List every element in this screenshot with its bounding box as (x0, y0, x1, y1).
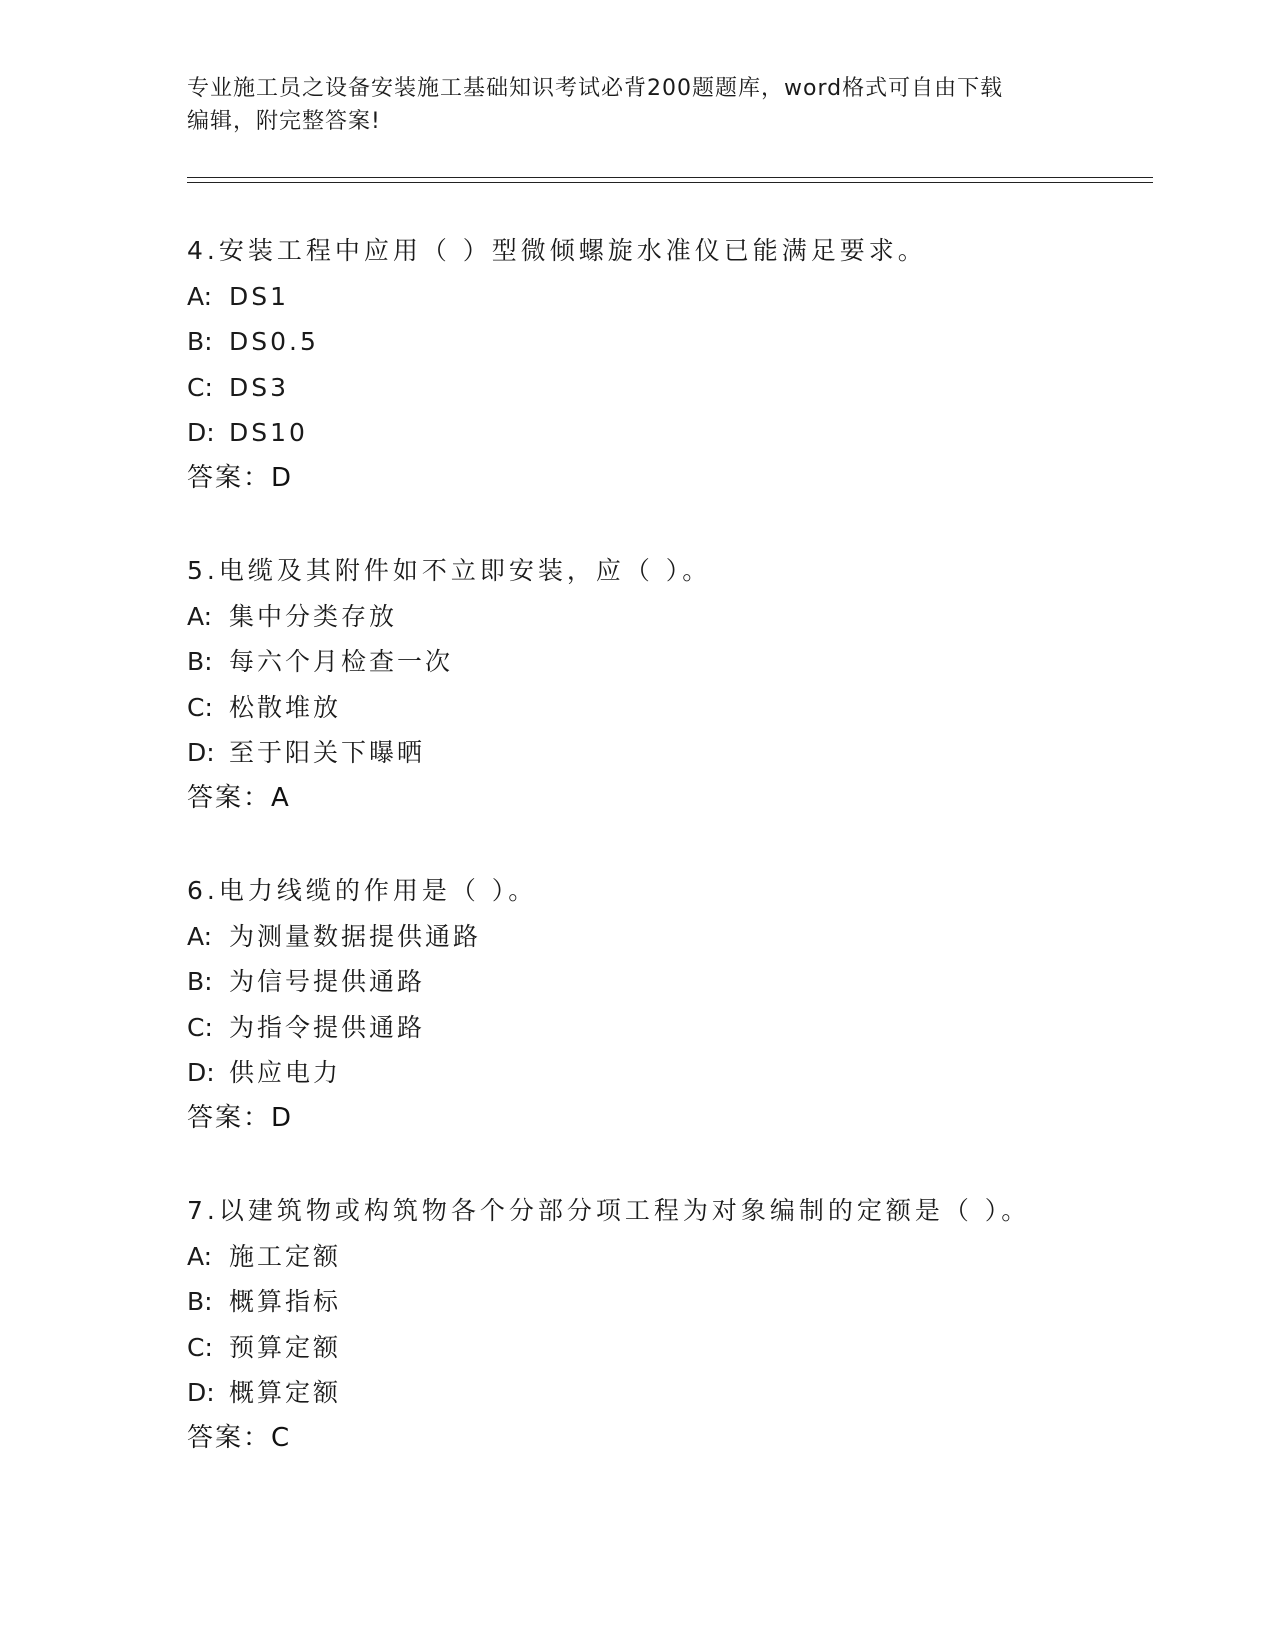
option-a (187, 274, 1167, 320)
option-text: 供应电力 (229, 1058, 342, 1087)
option-b (187, 1279, 1167, 1325)
option-d (187, 410, 1167, 456)
question-block (187, 1188, 1167, 1461)
option-c (187, 365, 1167, 411)
option-letter: A: (187, 921, 213, 951)
option-text: 集中分类存放 (229, 601, 398, 631)
option-letter: D: (187, 1058, 215, 1087)
answer-line: 答案：A (187, 782, 291, 813)
option-a (187, 594, 1167, 640)
option-text: DS1 (229, 281, 290, 311)
option-d (187, 1370, 1167, 1416)
option-letter: B: (187, 1287, 213, 1316)
option-letter: C: (187, 1012, 213, 1042)
header-title-line-1: 专业施工员之设备安装施工基础知识考试必背200题题库，word格式可自由下载 (187, 76, 1004, 101)
option-letter: C: (187, 1332, 213, 1362)
option-c (187, 1325, 1167, 1371)
option-text: 预算定额 (229, 1332, 342, 1362)
option-text: 为信号提供通路 (229, 967, 426, 996)
option-text: DS3 (229, 372, 290, 402)
question-stem: 6.电力线缆的作用是（ ）。 (187, 876, 538, 905)
answer-line: 答案：D (187, 462, 294, 493)
option-a (187, 914, 1167, 960)
option-text: 为指令提供通路 (229, 1012, 426, 1042)
option-b (187, 639, 1167, 685)
question-stem: 5.电缆及其附件如不立即安装，应（ ）。 (187, 556, 712, 585)
document-header (187, 72, 1087, 138)
option-letter: B: (187, 967, 213, 996)
option-a (187, 1234, 1167, 1280)
option-text: 概算定额 (229, 1378, 342, 1407)
option-text: 为测量数据提供通路 (229, 921, 482, 951)
option-text: DS0.5 (229, 327, 319, 356)
option-text: 至于阳关下曝晒 (229, 738, 426, 767)
option-text: 概算指标 (229, 1287, 342, 1316)
option-letter: A: (187, 601, 213, 631)
option-text: 每六个月检查一次 (229, 647, 454, 676)
option-c (187, 685, 1167, 731)
option-letter: D: (187, 1378, 215, 1407)
option-letter: D: (187, 418, 215, 447)
header-divider-top (187, 177, 1153, 178)
question-block (187, 548, 1167, 821)
answer-line: 答案：C (187, 1422, 292, 1453)
option-letter: C: (187, 692, 213, 722)
option-d (187, 1050, 1167, 1096)
header-title-line-2: 编辑，附完整答案! (187, 109, 381, 134)
option-text: DS10 (229, 418, 308, 447)
question-block (187, 868, 1167, 1141)
option-letter: B: (187, 327, 213, 356)
question-stem: 4.安装工程中应用（ ）型微倾螺旋水准仪已能满足要求。 (187, 236, 927, 265)
option-text: 施工定额 (229, 1241, 342, 1271)
option-letter: D: (187, 738, 215, 767)
option-c (187, 1005, 1167, 1051)
option-letter: B: (187, 647, 213, 676)
option-letter: A: (187, 281, 213, 311)
option-b (187, 959, 1167, 1005)
option-letter: C: (187, 372, 213, 402)
answer-line: 答案：D (187, 1102, 294, 1133)
option-text: 松散堆放 (229, 692, 342, 722)
option-b (187, 319, 1167, 365)
question-block (187, 228, 1167, 501)
option-d (187, 730, 1167, 776)
question-stem: 7.以建筑物或构筑物各个分部分项工程为对象编制的定额是（ ）。 (187, 1196, 1031, 1225)
option-letter: A: (187, 1241, 213, 1271)
header-divider-bottom (187, 182, 1153, 183)
